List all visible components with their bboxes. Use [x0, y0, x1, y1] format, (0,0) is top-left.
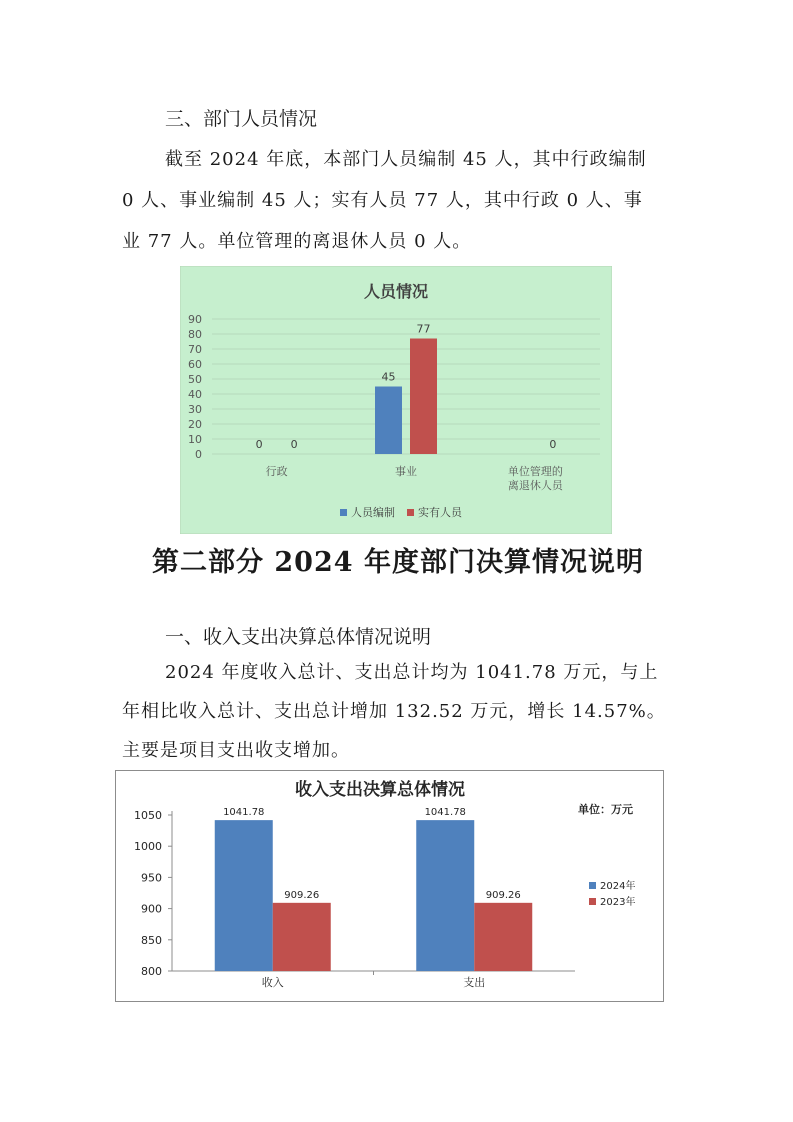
staff-chart [180, 266, 612, 534]
y-tick-label: 1050 [134, 809, 162, 822]
income-paragraph-line-3: 主要是项目支出收支增加。 [122, 740, 350, 761]
bar [416, 820, 474, 971]
x-tick-label: 收入 [261, 976, 284, 989]
data-label: 77 [416, 322, 431, 336]
legend-label: 2024年 [600, 881, 636, 892]
staff-paragraph-line-3: 业 77 人。单位管理的离退休人员 0 人。 [122, 231, 472, 252]
y-tick-label: 40 [188, 388, 202, 401]
y-tick-label: 70 [188, 343, 202, 356]
legend-label: 2023年 [600, 897, 636, 908]
income-paragraph-line-2: 年相比收入总计、支出总计增加 132.52 万元，增长 14.57%。 [122, 701, 666, 722]
unit-note: 单位：万元 [578, 803, 633, 816]
x-tick-label: 支出 [463, 976, 486, 989]
data-label: 909.26 [284, 889, 320, 901]
y-tick-label: 0 [195, 448, 202, 461]
y-tick-label: 20 [188, 418, 202, 431]
x-tick-label: 单位管理的 [507, 465, 563, 478]
y-tick-label: 10 [188, 433, 202, 446]
bar [215, 820, 273, 971]
staff-paragraph-line-2: 0 人、事业编制 45 人；实有人员 77 人，其中行政 0 人、事 [122, 190, 643, 211]
legend-swatch [589, 882, 596, 889]
x-tick-label: 事业 [395, 465, 417, 478]
y-tick-label: 30 [188, 403, 202, 416]
data-label: 0 [255, 438, 263, 451]
income-expense-chart [115, 770, 664, 1002]
y-tick-label: 1000 [134, 840, 162, 854]
legend-label: 人员编制 [351, 506, 395, 519]
y-tick-label: 60 [188, 358, 202, 371]
chart-title: 收入支出决算总体情况 [295, 780, 465, 800]
data-label: 0 [290, 438, 298, 451]
chart-title: 人员情况 [363, 282, 429, 301]
data-label: 1041.78 [424, 807, 466, 819]
data-label: 45 [381, 370, 396, 384]
y-tick-label: 850 [141, 933, 162, 947]
y-tick-label: 80 [188, 328, 202, 341]
income-paragraph-line-1: 2024 年度收入总计、支出总计均为 1041.78 万元，与上 [165, 662, 659, 683]
part-two-title: 第二部分 2024 年度部门决算情况说明 [152, 547, 644, 578]
bar [474, 903, 532, 971]
section-heading-staff: 三、部门人员情况 [165, 108, 318, 130]
staff-paragraph-line-1: 截至 2024 年底，本部门人员编制 45 人，其中行政编制 [165, 149, 647, 170]
x-tick-label: 离退休人员 [507, 479, 563, 492]
y-tick-label: 900 [141, 902, 162, 916]
data-label: 0 [549, 438, 557, 451]
y-tick-label: 90 [188, 313, 202, 326]
bar [410, 339, 437, 455]
section-heading-income-expense: 一、收入支出决算总体情况说明 [165, 626, 432, 648]
data-label: 909.26 [485, 889, 521, 901]
bar [375, 387, 402, 455]
legend-swatch [407, 509, 414, 516]
bar [273, 903, 331, 971]
legend-swatch [340, 509, 347, 516]
x-tick-label: 行政 [265, 465, 288, 478]
y-tick-label: 950 [141, 871, 162, 885]
y-tick-label: 800 [141, 965, 162, 978]
data-label: 1041.78 [223, 807, 265, 819]
legend-swatch [589, 898, 596, 905]
legend-label: 实有人员 [418, 506, 462, 519]
y-tick-label: 50 [188, 373, 202, 386]
